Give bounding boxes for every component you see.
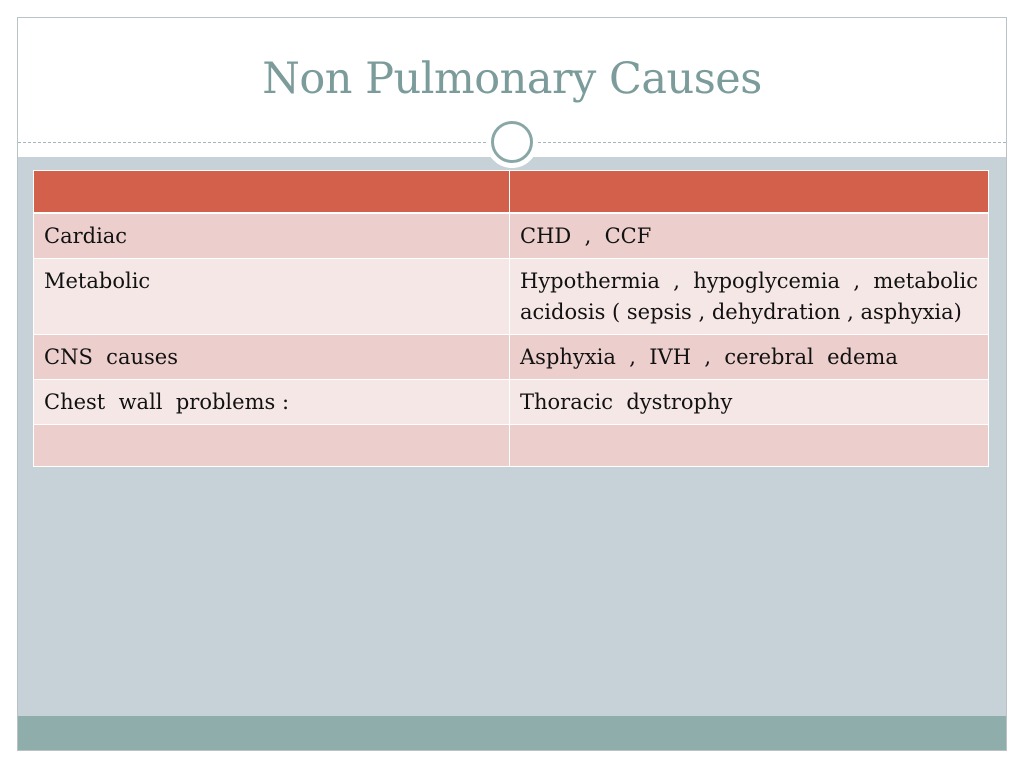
slide-title: Non Pulmonary Causes <box>262 54 762 104</box>
causes-table <box>33 170 989 467</box>
table-header-row <box>34 171 989 214</box>
category-cell <box>34 425 510 467</box>
causes-cell <box>510 425 989 467</box>
causes-cell: CHD , CCF <box>510 213 989 259</box>
causes-cell: Thoracic dystrophy <box>510 380 989 425</box>
footer-band <box>18 716 1006 750</box>
category-cell: Cardiac <box>34 213 510 259</box>
ring-inner-circle <box>491 121 533 163</box>
table-row <box>34 213 989 259</box>
category-cell: Chest wall problems : <box>34 380 510 425</box>
category-cell: Metabolic <box>34 259 510 335</box>
category-cell: CNS causes <box>34 335 510 380</box>
causes-cell: Asphyxia , IVH , cerebral edema <box>510 335 989 380</box>
table-row <box>34 380 989 425</box>
header-cell-category <box>34 171 510 214</box>
slide <box>17 17 1007 751</box>
header-cell-causes <box>510 171 989 214</box>
table-row <box>34 259 989 335</box>
causes-cell: Hypothermia , hypoglycemia , metabolic acidosis ( sepsis , dehydration , asphyxia) <box>510 259 989 335</box>
table-row <box>34 335 989 380</box>
table-row <box>34 425 989 467</box>
ring-icon <box>486 116 538 168</box>
causes-table-wrapper <box>33 170 988 467</box>
